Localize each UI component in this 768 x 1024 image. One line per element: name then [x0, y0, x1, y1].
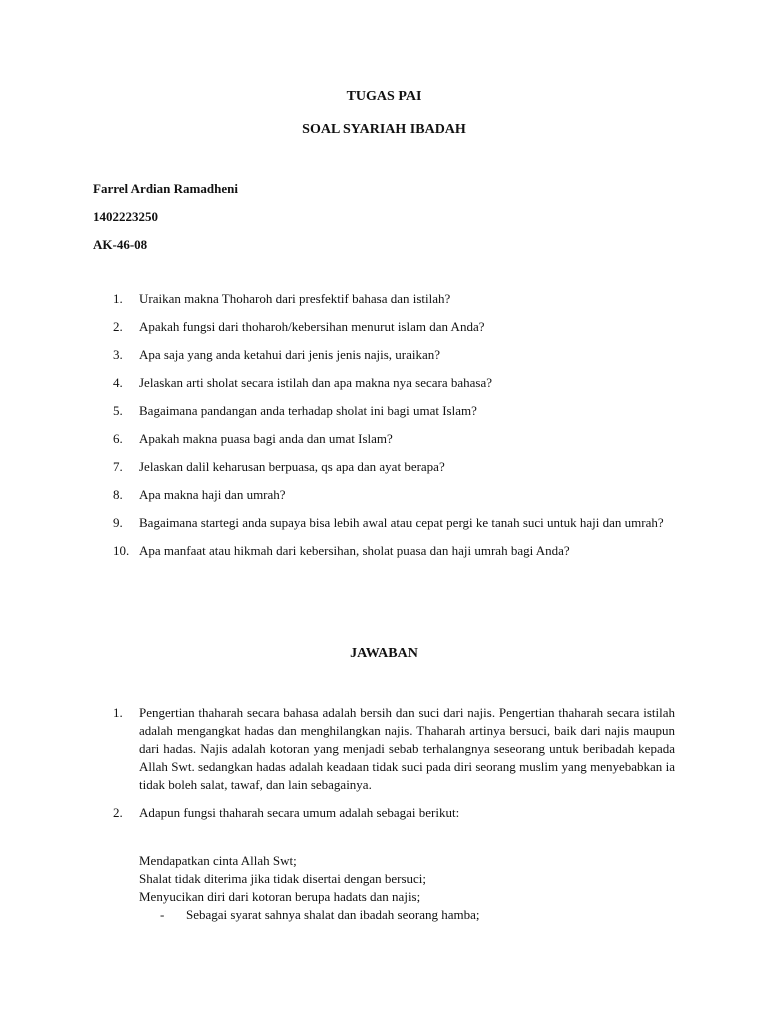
question-text: Apa makna haji dan umrah?	[139, 487, 286, 502]
question-number: 2.	[113, 319, 123, 334]
question-item	[93, 542, 675, 560]
student-id: 1402223250	[93, 209, 158, 224]
answer-number: 1.	[113, 705, 123, 720]
question-text: Apa manfaat atau hikmah dari kebersihan, sholat puasa dan haji umrah bagi Anda?	[139, 543, 570, 558]
answers-title: JAWABAN	[350, 646, 418, 661]
question-number: 1.	[113, 291, 123, 306]
answer-item	[93, 704, 675, 794]
document-title: TUGAS PAI	[346, 89, 422, 104]
answer2-line: Menyucikan diri dari kotoran berupa hadats dan najis;	[139, 889, 421, 904]
answer-list	[93, 704, 675, 832]
question-text: Apa saja yang anda ketahui dari jenis jenis najis, uraikan?	[139, 347, 441, 362]
student-class: AK-46-08	[93, 237, 148, 252]
question-item	[93, 514, 675, 532]
question-number: 5.	[113, 403, 123, 418]
question-text: Bagaimana startegi anda supaya bisa lebih awal atau cepat pergi ke tanah suci untuk haji dan umrah?	[139, 515, 664, 530]
question-item	[93, 318, 675, 336]
document-subtitle: SOAL SYARIAH IBADAH	[302, 122, 466, 137]
question-item	[93, 290, 675, 308]
question-text: Apakah makna puasa bagi anda dan umat Islam?	[139, 431, 393, 446]
question-text: Apakah fungsi dari thoharoh/kebersihan menurut islam dan Anda?	[139, 319, 485, 334]
answer2-line: Shalat tidak diterima jika tidak disertai dengan bersuci;	[139, 871, 426, 886]
answer-text: Pengertian thaharah secara bahasa adalah bersih dan suci dari najis. Pengertian thaharah secara istilah adalah mengangkat hadas dan menghilangkan najis. Thaharah artinya bersuci, baik dari najis maupun dari hadas. Najis adalah kotoran yang menjadi sebab terhalangnya seseorang untuk beribadah kepada Allah Swt. sedangkan hadas adalah keadaan tidak suci pada diri seorang muslim yang menyebabkan ia tidak boleh salat, tawaf, dan lain sebagainya.	[139, 705, 675, 792]
student-name: Farrel Ardian Ramadheni	[93, 181, 238, 196]
question-item	[93, 458, 675, 476]
question-number: 10.	[113, 543, 130, 558]
answer-number: 2.	[113, 805, 123, 820]
dash-bullet: -	[160, 907, 165, 922]
question-item	[93, 486, 675, 504]
question-text: Jelaskan arti sholat secara istilah dan apa makna nya secara bahasa?	[139, 375, 492, 390]
question-number: 4.	[113, 375, 123, 390]
student-info	[93, 180, 238, 264]
question-item	[93, 402, 675, 420]
question-text: Bagaimana pandangan anda terhadap sholat ini bagi umat Islam?	[139, 403, 477, 418]
dash-item-text: Sebagai syarat sahnya shalat dan ibadah seorang hamba;	[186, 907, 480, 922]
question-number: 3.	[113, 347, 123, 362]
answer2-lines	[139, 852, 675, 906]
question-number: 7.	[113, 459, 123, 474]
question-number: 9.	[113, 515, 123, 530]
question-number: 8.	[113, 487, 123, 502]
question-item	[93, 346, 675, 364]
question-text: Uraikan makna Thoharoh dari presfektif bahasa dan istilah?	[139, 291, 451, 306]
question-item	[93, 430, 675, 448]
question-item	[93, 374, 675, 392]
question-text: Jelaskan dalil keharusan berpuasa, qs apa dan ayat berapa?	[139, 459, 445, 474]
answer-item	[93, 804, 675, 822]
question-list	[93, 290, 675, 570]
question-number: 6.	[113, 431, 123, 446]
answer-text: Adapun fungsi thaharah secara umum adalah sebagai berikut:	[139, 805, 460, 820]
answer2-line: Mendapatkan cinta Allah Swt;	[139, 853, 297, 868]
